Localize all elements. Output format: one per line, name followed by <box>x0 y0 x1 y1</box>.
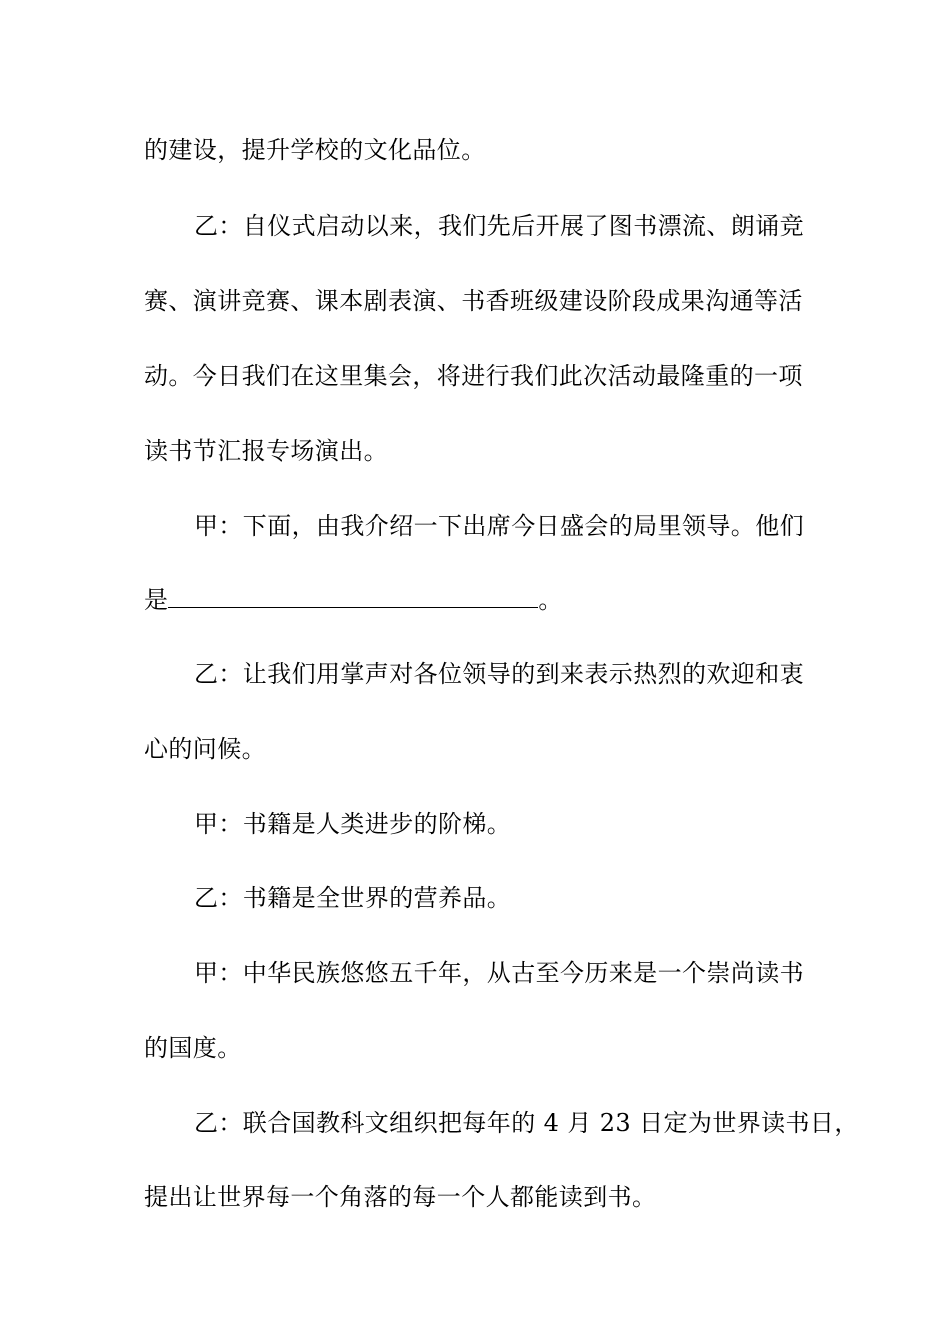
text-line: 的建设，提升学校的文化品位。 <box>144 136 486 164</box>
text-line: 乙：书籍是全世界的营养品。 <box>194 884 512 912</box>
text-line: 动。今日我们在这里集会，将进行我们此次活动最隆重的一项 <box>144 362 803 390</box>
text-line: 乙：自仪式启动以来，我们先后开展了图书漂流、朗诵竞 <box>194 212 804 240</box>
text-line: 提出让世界每一个角落的每一个人都能读到书。 <box>144 1183 657 1211</box>
text-line: 甲：中华民族悠悠五千年，从古至今历来是一个崇尚读书 <box>194 959 804 987</box>
text-line: 读书节汇报专场演出。 <box>144 437 388 465</box>
fill-in-blank <box>168 585 538 608</box>
text-line: 心的问候。 <box>144 735 266 763</box>
text-line: 乙：让我们用掌声对各位领导的到来表示热烈的欢迎和衷 <box>194 660 804 688</box>
text-line: 乙：联合国教科文组织把每年的 4 月 23 日定为世界读书日， <box>194 1109 859 1137</box>
text-line: 甲：书籍是人类进步的阶梯。 <box>194 810 512 838</box>
text-line: 甲：下面，由我介绍一下出席今日盛会的局里领导。他们 <box>194 512 804 540</box>
text-line: 的国度。 <box>144 1034 242 1062</box>
fill-in-line <box>144 584 563 616</box>
text-line: 赛、演讲竞赛、课本剧表演、书香班级建设阶段成果沟通等活 <box>144 287 803 315</box>
blank-suffix: 。 <box>538 586 563 614</box>
blank-prefix: 是 <box>144 586 169 614</box>
